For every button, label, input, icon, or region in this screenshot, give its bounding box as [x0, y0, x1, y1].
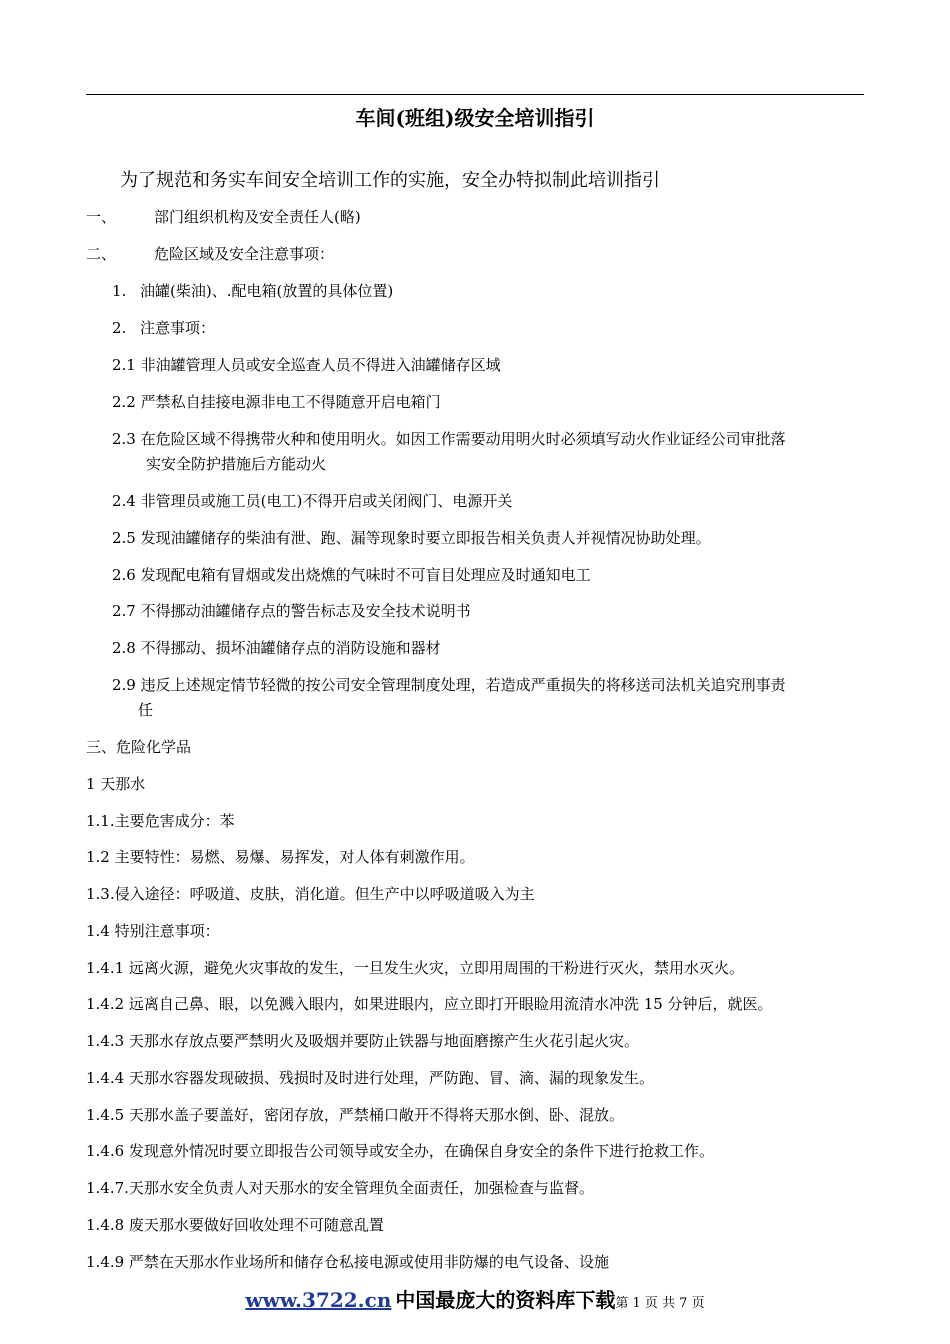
- rule-2-5: 2.5 发现油罐储存的柴油有泄、跑、漏等现象时要立即报告相关负责人并视情况协助处理。: [112, 529, 711, 547]
- rule-2-6: 2.6 发现配电箱有冒烟或发出烧燋的气味时不可盲目处理应及时通知电工: [112, 566, 591, 584]
- chem-item: 1.2 主要特性：易燃、易爆、易挥发，对人体有刺激作用。: [86, 848, 475, 866]
- rule-2-3-continuation: 实安全防护措施后方能动火: [146, 455, 327, 473]
- rule-2-3: 2.3 在危险区域不得携带火种和使用明火。如因工作需要动用明火时必须填写动火作业证经公司审批落: [112, 430, 786, 448]
- rule-2-4: 2.4 非管理员或施工员(电工)不得开启或关闭阀门、电源开关: [112, 492, 513, 510]
- chem-item: 1.4.2 远离自己鼻、眼，以免溅入眼内，如果进眼内，应立即打开眼睑用流清水冲洗 15 分钟后，就医。: [86, 995, 773, 1013]
- section-text: 部门组织机构及安全责任人(略): [154, 208, 361, 226]
- rule-2-9: 2.9 违反上述规定情节轻微的按公司安全管理制度处理，若造成严重损失的将移送司法机关追究刑事责: [112, 676, 786, 694]
- footer-brand: 中国最庞大的资料库下载: [395, 1288, 616, 1312]
- intro-paragraph: 为了规范和务实车间安全培训工作的实施，安全办特拟制此培训指引: [120, 170, 660, 191]
- sub-item-text: 注意事项：: [140, 319, 216, 337]
- chem-item: 1.4.9 严禁在天那水作业场所和储存仓私接电源或使用非防爆的电气设备、设施: [86, 1253, 609, 1271]
- chem-item: 1.4.4 天那水容器发现破损、残损时及时进行处理，严防跑、冒、滴、漏的现象发生。: [86, 1069, 654, 1087]
- chem-item: 1 天那水: [86, 775, 146, 793]
- section-text: 危险区域及安全注意事项：: [154, 245, 335, 263]
- chem-item: 1.4.6 发现意外情况时要立即报告公司领导或安全办，在确保自身安全的条件下进行抢救工作。: [86, 1142, 714, 1160]
- chem-item: 1.4 特别注意事项：: [86, 922, 220, 940]
- sub-item-number: 2.: [112, 319, 127, 337]
- section-3: 三、危险化学品: [86, 738, 192, 756]
- sub-item-1: [112, 280, 393, 302]
- page-footer: [0, 1286, 950, 1318]
- chem-item: 1.4.8 废天那水要做好回收处理不可随意乱置: [86, 1216, 384, 1234]
- sub-item-text: 油罐(柴油)、.配电箱(放置的具体位置): [140, 282, 394, 300]
- header-rule: [86, 94, 864, 95]
- chem-item: 1.1.主要危害成分：苯: [86, 812, 235, 830]
- footer-link[interactable]: www.3722.cn: [245, 1288, 392, 1312]
- sub-item-2: [112, 317, 215, 339]
- page-number: 第 1 页 共 7 页: [615, 1296, 705, 1311]
- rule-2-7: 2.7 不得挪动油罐储存点的警告标志及安全技术说明书: [112, 602, 471, 620]
- chem-item: 1.4.5 天那水盖子要盖好，密闭存放，严禁桶口敞开不得将天那水倒、卧、混放。: [86, 1106, 624, 1124]
- chem-item: 1.4.1 远离火源，避免火灾事故的发生，一旦发生火灾，立即用周围的干粉进行灭火，禁用水灭火。: [86, 959, 744, 977]
- chem-item: 1.4.7.天那水安全负责人对天那水的安全管理负全面责任，加强检查与监督。: [86, 1179, 594, 1197]
- rule-2-9-continuation: 任: [138, 701, 154, 719]
- sub-item-number: 1.: [112, 282, 127, 300]
- section-2: [86, 243, 334, 265]
- section-number: 二、: [86, 245, 117, 263]
- chem-item: 1.3.侵入途径：呼吸道、皮肤，消化道。但生产中以呼吸道吸入为主: [86, 885, 535, 903]
- chem-item: 1.4.3 天那水存放点要严禁明火及吸烟并要防止铁器与地面磨擦产生火花引起火灾。: [86, 1032, 639, 1050]
- rule-2-1: 2.1 非油罐管理人员或安全巡查人员不得进入油罐储存区域: [112, 356, 501, 374]
- document-title: 车间(班组)级安全培训指引: [355, 106, 595, 130]
- rule-2-2: 2.2 严禁私自挂接电源非电工不得随意开启电箱门: [112, 393, 441, 411]
- section-1: [86, 206, 361, 228]
- section-number: 一、: [86, 208, 117, 226]
- rule-2-8: 2.8 不得挪动、损坏油罐储存点的消防设施和器材: [112, 639, 441, 657]
